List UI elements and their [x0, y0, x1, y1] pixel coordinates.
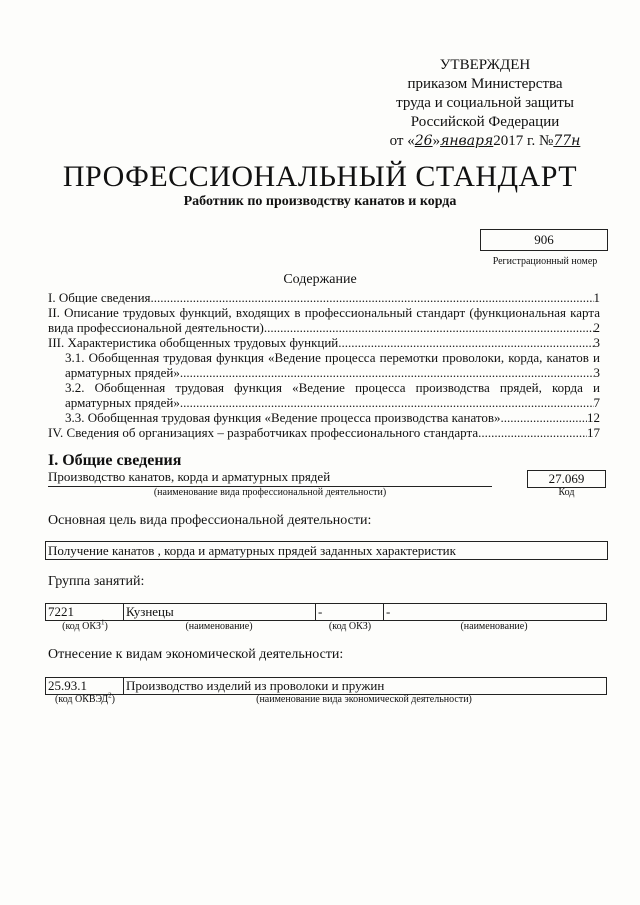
occupation-name-cell: Кузнецы: [124, 604, 316, 620]
toc-page: 12: [587, 410, 600, 425]
toc-leader: [180, 365, 594, 380]
toc-item[interactable]: I. Общие сведения ..... 1: [48, 290, 600, 305]
toc-page: 1: [593, 290, 600, 305]
toc-item[interactable]: арматурных прядей» ..... 7: [48, 395, 600, 410]
activity-code-caption: Код: [558, 487, 575, 498]
toc-leader: [264, 320, 594, 335]
toc-leader: [478, 425, 587, 440]
approval-date-line: [360, 132, 610, 151]
okz-code-caption-2: (код ОКЗ): [328, 621, 372, 632]
okz-code-cell: 7221: [46, 604, 124, 620]
okz-code-caption: (код ОКЗ$^1$): [62, 618, 108, 632]
okved-label: Отнесение к видам экономической деятельности:: [48, 647, 344, 662]
toc-leader: [180, 395, 594, 410]
occupation-name-caption: (наименование): [185, 621, 253, 632]
date-prefix: от «: [389, 133, 415, 149]
approval-title: УТВЕРЖДЕН: [439, 57, 531, 73]
date-year: 2017 г. №: [493, 133, 554, 149]
toc-leader: [151, 290, 594, 305]
toc-page: 3: [593, 335, 600, 350]
occupation-name-cell-2: -: [386, 604, 391, 619]
section-title: I. Общие сведения: [48, 452, 182, 469]
occupation-name-caption-2: (наименование): [460, 621, 528, 632]
toc-item-line1: 3.2. Обобщенная трудовая функция «Ведение процесса производства прядей, корда и: [65, 380, 600, 395]
purpose-label: Основная цель вида профессиональной деятельности:: [48, 513, 372, 528]
toc-item[interactable]: арматурных прядей» ..... 3: [48, 365, 600, 380]
toc-item[interactable]: III. Характеристика обобщенных трудовых функций ..... 3: [48, 335, 600, 350]
date-month: января: [440, 133, 494, 149]
toc-leader: [501, 410, 587, 425]
registration-number-box: 906: [480, 229, 608, 251]
registration-number-label: Регистрационный номер: [492, 256, 598, 267]
toc-item[interactable]: 3.3. Обобщенная трудовая функция «Ведение процесса производства канатов» ..... 12: [48, 410, 600, 425]
group-label: Группа занятий:: [48, 574, 145, 589]
toc-item-line1: 3.1. Обобщенная трудовая функция «Ведение процесса перемотки проволоки, корда, канатов и: [65, 350, 600, 365]
date-day: 26: [414, 133, 433, 149]
approval-line-2: труда и социальной защиты: [396, 95, 574, 111]
occupation-group-table: [45, 603, 607, 621]
toc-heading: Содержание: [283, 272, 357, 287]
approval-block: [360, 56, 610, 151]
approval-line-3: Российской Федерации: [410, 114, 560, 130]
economic-activity-table: [45, 677, 607, 695]
okz-code-cell-2: -: [316, 604, 384, 620]
toc-page: 7: [593, 395, 600, 410]
okved-name-caption: (наименование вида экономической деятельности): [256, 694, 472, 705]
purpose-box: Получение канатов , корда и арматурных прядей заданных характеристик: [45, 541, 608, 560]
toc-page: 2: [593, 320, 600, 335]
toc-item[interactable]: вида профессиональной деятельности) ..... 2: [48, 320, 600, 335]
activity-name: Производство канатов, корда и арматурных прядей: [48, 469, 492, 487]
order-number: 77н: [553, 133, 581, 149]
toc-item[interactable]: IV. Сведения об организациях – разработчиках профессионального стандарта ..... 17: [48, 425, 600, 440]
activity-code-box: 27.069: [527, 470, 606, 488]
okved-name-cell: Производство изделий из проволоки и пружин: [126, 678, 385, 693]
page-title: ПРОФЕССИОНАЛЬНЫЙ СТАНДАРТ: [62, 160, 578, 193]
okved-code-caption: (код ОКВЭД$^2$): [55, 691, 115, 705]
table-of-contents: [48, 290, 600, 440]
page-subtitle: Работник по производству канатов и корда: [183, 194, 457, 209]
toc-item-line1: II. Описание трудовых функций, входящих в профессиональный стандарт (функциональная карта: [48, 305, 600, 320]
toc-page: 17: [587, 425, 600, 440]
approval-line-1: приказом Министерства: [407, 76, 563, 92]
toc-page: 3: [593, 365, 600, 380]
date-sep: »: [432, 133, 441, 149]
activity-caption: (наименование вида профессиональной деятельности): [153, 487, 387, 498]
toc-leader: [338, 335, 593, 350]
okved-code-cell: 25.93.1: [46, 678, 124, 694]
